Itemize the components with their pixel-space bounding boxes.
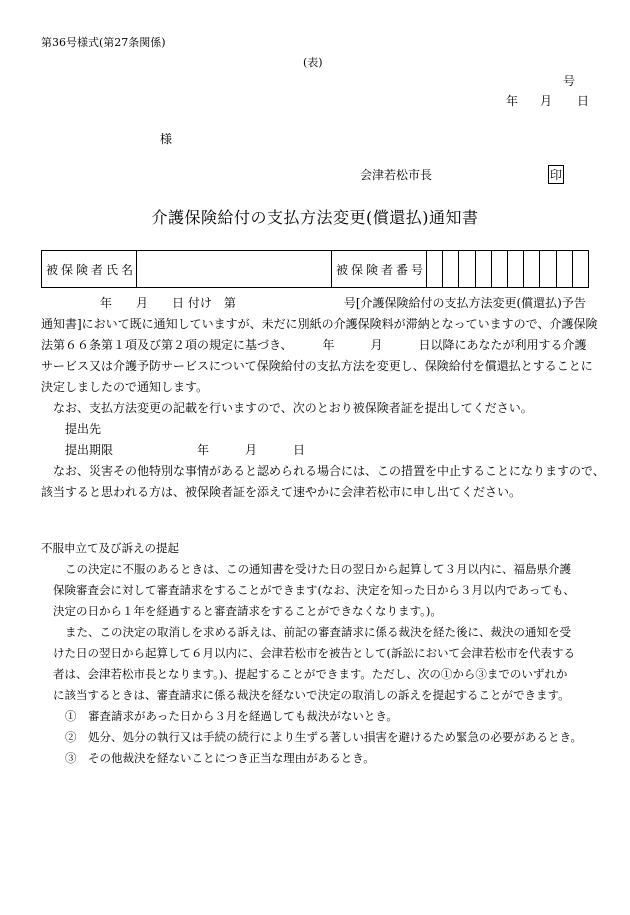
appeal-line: 保険審査会に対して審査請求をすることができます(なお、決定を知った日から３月以内であっても、 <box>53 583 575 597</box>
name-label: 被保険者氏名 <box>42 251 137 288</box>
number-box <box>507 251 523 288</box>
submission-deadline: 提出期限 年 月 日 <box>65 443 306 457</box>
appeal-line: 者は、会津若松市長となります。)、提起することができます。ただし、次の①から③までのいずれか <box>53 667 568 681</box>
seal-mark: 印 <box>548 165 564 184</box>
number-box <box>540 251 556 288</box>
date-year: 年 <box>506 94 519 108</box>
appeal-line: この決定に不服のあるときは、この通知書を受けた日の翌日から起算して３月以内に、福島県介護 <box>65 562 571 576</box>
appeal-item-2: ② 処分、処分の執行又は手続の続行により生ずる著しい損害を避けるため緊急の必要があるとき。 <box>65 730 583 744</box>
number-box <box>524 251 540 288</box>
number-suffix: 号 <box>563 74 576 88</box>
number-box <box>443 251 459 288</box>
body-line: なお、支払方法変更の記載を行いますので、次のとおり被保険者証を提出してください。 <box>53 401 533 415</box>
name-value-cell <box>137 251 332 288</box>
submission-destination: 提出先 <box>65 422 102 436</box>
body-line: なお、災害その他特別な事情があると認められる場合には、この措置を中止することになりますので、 <box>53 464 605 478</box>
date-month: 月 <box>540 94 553 108</box>
number-box <box>491 251 507 288</box>
appeal-item-1: ① 審査請求があった日から３月を経過しても裁決がないとき。 <box>65 709 398 723</box>
date-day: 日 <box>577 94 590 108</box>
body-line: 法第６６条第１項及び第２項の規定に基づき、 年 月 日以降にあなたが利用する介護 <box>41 338 587 352</box>
number-box <box>427 251 443 288</box>
number-box <box>572 251 588 288</box>
appeal-line: 決定の日から１年を経過すると審査請求をすることができなくなります。)。 <box>53 604 442 618</box>
appeal-line: けた日の翌日から起算して６月以内に、会津若松市を被告として(訴訟において会津若松市を代表する <box>53 646 575 660</box>
appeal-line: また、この決定の取消しを求める訴えは、前記の審査請求に係る裁決を経た後に、裁決の通知を受 <box>65 625 571 639</box>
body-line: 決定しましたので通知します。 <box>41 380 209 394</box>
body-line: 該当すると思われる方は、被保険者証を添えて速やかに会津若松市に申し出てください。 <box>41 485 522 499</box>
number-box <box>459 251 475 288</box>
number-box <box>556 251 572 288</box>
form-label: 第36号様式(第27条関係) <box>41 36 166 49</box>
appeal-heading: 不服申立て及び訴えの提起 <box>41 541 179 555</box>
body-line: 年 月 日 付け 第 号[介護保険給付の支払方法変更(償還払)予告 <box>100 296 586 310</box>
side-label: (表) <box>303 56 323 69</box>
appeal-item-3: ③ その他裁決を経ないことにつき正当な理由があるとき。 <box>65 751 375 765</box>
insured-info-table <box>41 250 589 288</box>
appeal-line: に該当するときは、審査請求に係る裁決を経ないで決定の取消しの訴えを提起することができます。 <box>53 688 570 702</box>
body-line: サービス又は介護予防サービスについて保険給付の支払方法を変更し、保険給付を償還払とすることに <box>41 359 593 373</box>
issuer-name: 会津若松市長 <box>360 168 433 182</box>
body-line: 通知書]において既に通知していますが、未だに別紙の介護保険料が滞納となっていますので、介護保険 <box>41 317 598 331</box>
number-label: 被保険者番号 <box>332 251 427 288</box>
addressee-suffix: 様 <box>160 132 173 146</box>
number-box <box>475 251 491 288</box>
document-title: 介護保険給付の支払方法変更(償還払)通知書 <box>151 208 479 227</box>
